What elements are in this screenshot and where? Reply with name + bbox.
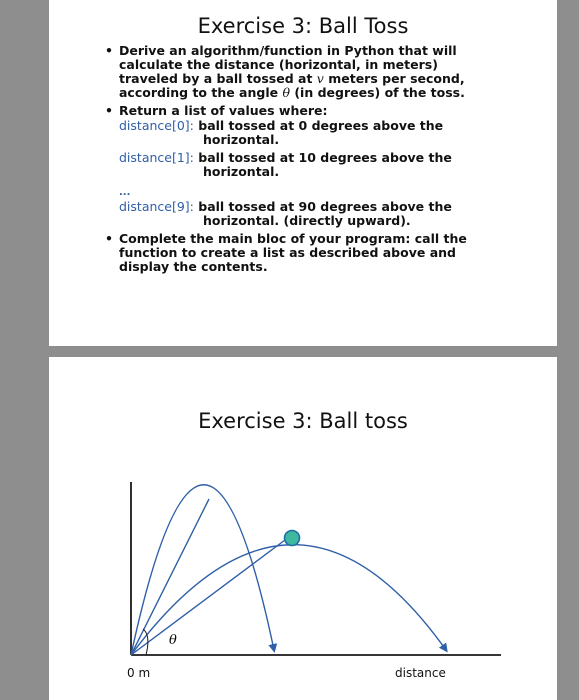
bullet-1-line-3-pre: traveled by a ball tossed at bbox=[119, 71, 317, 86]
list-item-distance-9 bbox=[119, 200, 539, 228]
bullet-dot-icon: • bbox=[105, 103, 113, 118]
item-0-line-2: horizontal. bbox=[203, 132, 280, 147]
item-1-line-1 bbox=[119, 151, 539, 165]
bullet-1-line-4 bbox=[119, 86, 539, 100]
bullet-1-line-4-pre: according to the angle bbox=[119, 85, 283, 100]
bullet-3-line-2: function to create a list as described above and bbox=[119, 245, 456, 260]
bullet-dot-icon: • bbox=[105, 231, 113, 246]
item-1-key: distance[1]: bbox=[119, 150, 194, 165]
slide-1-title: Exercise 3: Ball Toss bbox=[197, 14, 409, 38]
item-9-line-2: horizontal. (directly upward). bbox=[203, 213, 411, 228]
item-0-key: distance[0]: bbox=[119, 118, 194, 133]
bullet-3-line-1: Complete the main bloc of your program: call the bbox=[119, 231, 467, 246]
bullet-derive-algorithm bbox=[105, 43, 539, 100]
item-1-text: ball tossed at 10 degrees above the bbox=[193, 150, 452, 165]
bullet-complete-main bbox=[105, 231, 539, 274]
slide-2 bbox=[49, 357, 557, 700]
bullet-1-line-4-post: (in degrees) of the toss. bbox=[289, 85, 465, 100]
bullet-1-line-3 bbox=[119, 72, 539, 86]
list-ellipsis: ... bbox=[119, 187, 131, 198]
item-9-line-1 bbox=[119, 200, 539, 214]
angle-theta-label: θ bbox=[169, 633, 177, 648]
item-9-key: distance[9]: bbox=[119, 199, 194, 214]
origin-label: 0 m bbox=[127, 666, 151, 680]
list-item-distance-1 bbox=[119, 151, 539, 179]
variable-v: v bbox=[316, 71, 324, 86]
bullet-1-line-1: Derive an algorithm/function in Python that will bbox=[119, 43, 457, 58]
list-item-distance-0 bbox=[119, 119, 539, 147]
bullet-3-line-3: display the contents. bbox=[119, 259, 268, 274]
slide-1 bbox=[49, 0, 557, 346]
distance-axis-label: distance bbox=[395, 666, 446, 680]
slide-1-content bbox=[105, 43, 539, 274]
item-0-line-1 bbox=[119, 119, 539, 133]
shallow-launch-line bbox=[131, 537, 289, 655]
bullet-1-line-3-post: meters per second, bbox=[323, 71, 465, 86]
item-9-text: ball tossed at 90 degrees above the bbox=[193, 199, 452, 214]
item-1-line-2: horizontal. bbox=[203, 164, 280, 179]
variable-theta: θ bbox=[282, 85, 290, 100]
steep-trajectory bbox=[131, 485, 274, 655]
bullet-return-list bbox=[105, 103, 539, 118]
ball-toss-diagram bbox=[49, 357, 557, 700]
angle-arc bbox=[143, 629, 148, 655]
bullet-2-line-1: Return a list of values where: bbox=[119, 103, 328, 118]
ball-icon bbox=[285, 531, 300, 546]
bullet-1-line-2: calculate the distance (horizontal, in meters) bbox=[119, 57, 438, 72]
slide-2-title: Exercise 3: Ball toss bbox=[198, 409, 408, 433]
item-0-text: ball tossed at 0 degrees above the bbox=[193, 118, 444, 133]
bullet-dot-icon: • bbox=[105, 43, 113, 58]
